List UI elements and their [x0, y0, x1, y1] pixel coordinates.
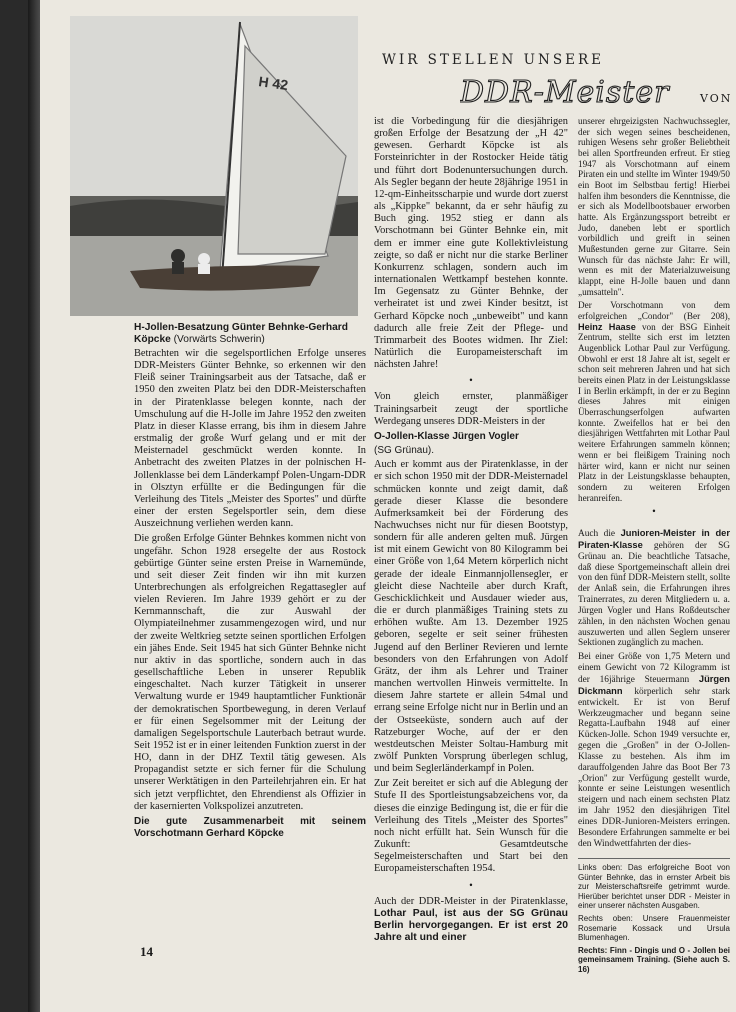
paragraph: [578, 528, 730, 649]
paragraph: Zur Zeit bereitet er sich auf die Ablegung der Stufe II des Sportleistungsabzeichens vor, da dieses die einzige Bedingung ist, die er für die Verleihung des Titels „Meister des Sportes" noch nicht erfüllt hat. Sein Wunsch für die Zukunft: Gesamtdeutsche Segelmeisterschaften und Start bei den Europameisterschaften 1954.: [374, 778, 568, 875]
paragraph: Die großen Erfolge Günter Behnkes kommen nicht von ungefähr. Schon 1928 ersegelte der aus Rostock gebürtige Günter seine ersten Preise in Warnemünde, und seit dieser Zeit finden wir ihn mit kurzen Unterbrechungen als erfolgreichen Regattasegler auf vielen Revieren. Im Jahre 1939 gehört er zu der Kernmannschaft, die zur Auswahl der Olympiateilnehmer zusammengezogen wird, und nur der zweite Weltkrieg setzte seinen sportlichen Erfolgen ein jähes Ende. Seit 1945 hat sich Günter Behnke nicht nur aktiv in das sportliche, sondern auch in das gesellschaftliche Leben in unserer Republik eingeschaltet. Nach kurzer Tätigkeit in unserer Verwaltung wurde er 1949 hauptamtlicher Funktionär der demokratischen Sportbewegung, in deren Verlauf er für einen Segelsommer mit der Leitung der damaligen Segelsportschule Lauterbach betraut wurde. Seit 1952 ist er in einer leitenden Funktion zuerst in der HO, dann in der DHZ Textil tätig gewesen. Als Propagandist setzte er sich ferner für die Schulung unserer Werktätigen in den Parteilehrjahren ein. Er hat sich jetzt verpflichtet, den Ehrendienst als Offizier in der kasernierten Volkspolizei anzutreten.: [134, 533, 366, 812]
caption-title: H-Jollen-Besatzung Günter Behnke-Gerhard Köpcke: [134, 322, 348, 346]
bold-text: , ist aus der SG Grünau Berlin hervorgegangen. Er ist erst 20 Jahre alt und einer: [374, 907, 568, 944]
photo-note: Rechts: Finn - Dingis und O - Jollen bei gemeinsamem Training. (Siehe auch S. 16): [578, 945, 730, 974]
text-run: Der Vorschotmann von dem erfolgreichen „Condor" (Ber 208),: [578, 300, 730, 322]
bold-name: Lothar Paul: [374, 907, 435, 919]
photo-note: Rechts oben: Unsere Frauenmeister Rosemarie Kossack und Ursula Blumenhagen.: [578, 913, 730, 943]
text-run: körperlich sehr stark entwickelt. Er ist von Beruf Werkzeugmacher und begann seine Regatta-Laufbahn 1948 auf einer Kücken-Jolle. Schon 1949 versuchte er, gegen die „Großen" in der O-Jollen-Klasse zu bestehen. Als ihm im darauffolgenden Jahre das Boot Ber 73 „Orion" zur Verfügung gestellt wurde, konnte er seine Leistungen wesentlich steigern und nach einem sechsten Platz im Jahr 1952 den diesjährigen Titel eines DDR-Junioren-Meisters erringen. Besondere Erfahrungen sammelte er bei den Windwettfahrten der dies-: [578, 686, 730, 849]
text-run: Auch der DDR-Meister in der Piratenklasse,: [374, 895, 568, 907]
photo-caption: [134, 322, 366, 346]
bold-text: Junioren-Meister in der Piraten-Klasse: [578, 528, 730, 550]
sailboat-illustration: [70, 16, 358, 316]
photo-note: Links oben: Das erfolgreiche Boot von Günter Behnke, das in ernster Arbeit bis zur Meisterschaftsreife getrimmt wurde. Hierüber berichtet unser DDR - Meister in einer unserer nächsten Ausgaben.: [578, 863, 730, 911]
subheading: O-Jollen-Klasse Jürgen Vogler: [374, 430, 519, 442]
paragraph: [578, 300, 730, 503]
text-run: gehören der SG Grünau an. Die beachtliche Tatsache, daß diese Sportgemeinschaft allein drei von den fünf DDR-Meistern stellt, sollte der Anlaß sein, die Erfahrungen ihres Trainerrates, zu deren Mitgliedern u. a. Jürgen Vogler und Hans Roßdeutscher zählen, in den nächsten Wochen genau auszuwerten und allen Seglern unserer Sektionen zugänglich zu machen.: [578, 540, 730, 649]
photo-notes: [578, 858, 730, 978]
paragraph: unserer ehrgeizigsten Nachwuchssegler, der sich wegen seines bescheidenen, ruhigen Wesens sehr großer Beliebtheit bei allen Sportfreunden erfreut. Er stieg 1947 als Vorschotmann auf einem Piraten ein und stellte im Winter 1949/50 ein Boot im Selbstbau fertig! Hierbei halfen ihm besonders die Kenntnisse, die er sich als Modellbootsbauer erworben hatte. Als Ergänzungssport betreibt er Judo, daneben lebt er sportlich vorbildlich und greift in seinen Mußestunden gerne zur Gitarre. Sein Wunsch für das nächste Jahr: Er will, wenn es mit der Materialzuweisung klappt, eine H-Jolle bauen und dann „umsatteln".: [578, 116, 730, 297]
subheading-club: (SG Grünau).: [374, 445, 435, 457]
article-column-2: [374, 116, 568, 947]
headline-script: [460, 74, 690, 110]
section-divider: •: [652, 506, 656, 517]
text-run: Bei einer Größe von 1,75 Metern und einem Gewicht von 72 Kilogramm ist der 16jährige Steuermann: [578, 652, 730, 685]
article-column-3: [578, 116, 730, 522]
paragraph: Betrachten wir die segelsportlichen Erfolge unseres DDR-Meisters Günter Behnke, so erkennen wir den Fleiß seiner Trainingsarbeit aus der Tatsache, daß er 1950 den zweiten Platz bei den DDR-Meisterschaften in der Piratenklasse belegen konnte, nach der Umschulung auf die H-Jolle im Jahre 1952 den zweiten Platz in dieser Klasse errang, bis ihm in diesem Jahre erstmalig der große Wurf gelang und er mit der Meisternadel geschmückt werden konnte. In Anbetracht des zweiten Platzes in der polnischen H-Jollenklasse bei dem Länderkampf Polen-Ungarn-DDR in Olsztyn erfüllte er die Bedingungen für die Verleihung des Titels „Meister des Sportes" und dürfte einer der ersten Segelsportler sein, dem diese Auszeichnung verliehen werden kann.: [134, 348, 366, 530]
paragraph: Auch er kommt aus der Piratenklasse, in der er sich schon 1950 mit der DDR-Meisternadel schmücken konnte und zeigt damit, daß gerade dieser Klasse die besondere Aufmerksamkeit bei der Förderung des Nachwuchses nicht nur für diesen Bootstyp, sondern für alle anderen gelten muß. Jürgen ist mit einem Gewicht von 80 Kilogramm bei einer Größe von 1,64 Metern körperlich nicht gerade der ideale Einmannjollensegler, er gleicht diese Nachteile aber durch Kraft, Geschicklichkeit und Ausdauer wieder aus, die er durch planmäßiges Training stets zu erhöhen wußte. Am 13. Dezember 1925 geboren, segelte er seit seiner frühesten Jugend auf den Berliner Revieren und lernte besonders von den Erfahrungen von Adolf Grätz, der ihm als Lehrer und Trainer manchen wertvollen Hinweis vermittelte. In diesem Jahre startete er allein 54mal und errang seine Erfolge nicht nur in Berlin und an der Ostseeküste, sondern auch auf der Ratzeburger Woche, auf der er den westdeutschen Meister Soltau-Hamburg mit zwölf Punkten Vorsprung überlegen schlug, und beim Seglerländerkampf in Polen.: [374, 459, 568, 775]
paragraph: Von gleich ernster, planmäßiger Trainingsarbeit zeugt der sportliche Werdegang unseres DDR-Meisters in der: [374, 391, 568, 427]
sail-number: H 42: [257, 73, 290, 94]
headline-script-text: DDR-Meister: [460, 75, 670, 110]
article-column-1: [134, 348, 366, 843]
text-run: von der BSG Einheit Zentrum, stellte sich erst im letzten Augenblick Lothar Paul zur Verfügung. Obwohl er erst 18 Jahre alt ist, segelt er schon seit mehreren Jahren und hat sich bereits einen Platz in der Leistungsklasse I in Berlin erkämpft, in der er zu Beginn dieses Jahres mit einigen Überraschungserfolgen aufwarten konnte. Zweifellos hat er bei den diesjährigen Wettfahrten mit Lothar Paul weitere Erfahrungen sammeln können; wenn er bei fleißigem Training noch härter wird, kann er nicht nur seinen Platz in der Leistungsklasse behaupten, sondern zu weiteren Erfolgen heranreifen.: [578, 321, 730, 503]
paragraph: [374, 896, 568, 945]
paragraph: [578, 652, 730, 849]
bold-name: Heinz Haase: [578, 321, 636, 332]
section-divider: •: [469, 375, 473, 386]
paragraph: Die gute Zusammenarbeit mit seinem Vorschotmann Gerhard Köpcke: [134, 815, 366, 840]
sailboat-photo: [70, 16, 358, 316]
headline-von: VON: [700, 92, 733, 105]
bold-name: Jürgen Dickmann: [578, 673, 730, 696]
section-divider: •: [469, 879, 473, 890]
text-run: Auch die: [578, 529, 621, 539]
paragraph: ist die Vorbedingung für die diesjährigen großen Erfolge der Besatzung der „H 42" gewesen. Gerhardt Köpcke ist als Forsteinrichter in der Rostocker Heide tätig und führt dort Bodenuntersuchungen durch. Als Segler begann der heute 28jährige 1951 in 12-qm-Einheitsscharpie und wurde dort zuerst als „Kippke" bekannt, da er sehr häufig zu Buch ging. 1952 stieg er dann als Vorschotmann bei Günter Behnke ein, mit dem er immer eine gute Kollektivleistung zeigte, so daß er nicht nur die starke Berliner Konkurrenz schlagen, sondern auch im internationalen Wettkampf bestehen konnte. Im Gegensatz zu Günter Behnke, der verheiratet ist und zwei Kinder besitzt, ist Gerhard Köpcke noch „unbeweibt" und kann dadurch alle freie Zeit der Pflege- und Trimmarbeit des Bootes widmen. Ihr Ziel: Natürlich die Europameisterschaft im nächsten Jahre!: [374, 116, 568, 371]
headline-small: WIR STELLEN UNSERE: [382, 52, 604, 68]
article-column-3-lower: [578, 528, 730, 852]
magazine-page: [40, 0, 736, 1012]
page-number: 14: [140, 944, 153, 959]
caption-club: (Vorwärts Schwerin): [173, 334, 265, 346]
